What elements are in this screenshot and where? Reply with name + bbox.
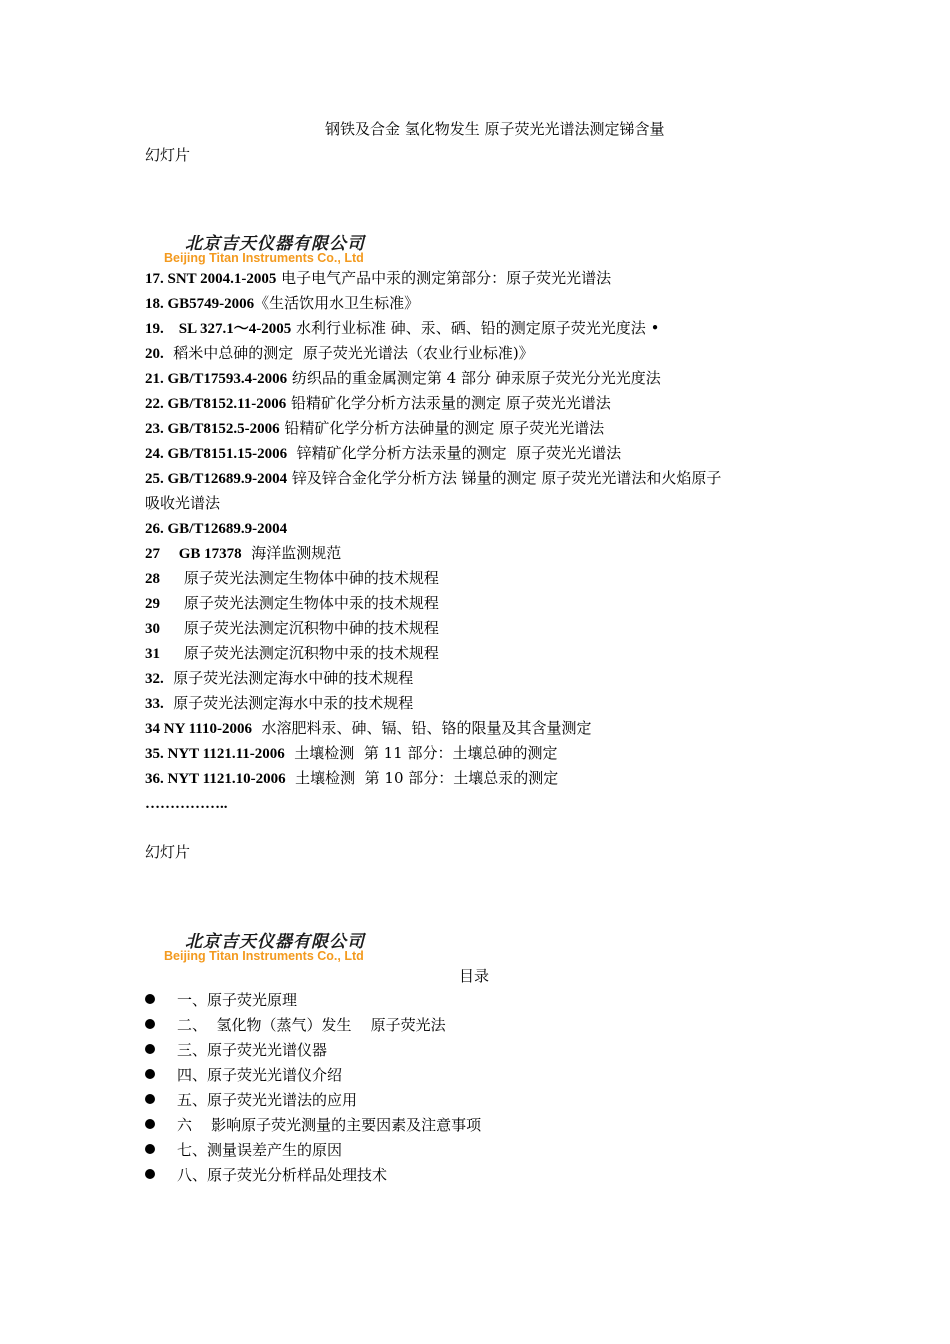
- bullet-icon: [145, 994, 155, 1004]
- list-item: 30 原子荧光法测定沉积物中砷的技术规程: [145, 619, 439, 637]
- toc-item: 一、原子荧光原理: [177, 991, 298, 1009]
- logo-chinese-name: 北京吉天仪器有限公司: [185, 234, 365, 254]
- list-item: 28 原子荧光法测定生物体中砷的技术规程: [145, 569, 439, 587]
- logo-english-name: Beijing Titan Instruments Co., Ltd: [164, 949, 364, 963]
- list-item: 31 原子荧光法测定沉积物中汞的技术规程: [145, 644, 439, 662]
- list-item: 18. GB5749-2006《生活饮用水卫生标准》: [145, 294, 420, 312]
- bullet-icon: [145, 1019, 155, 1029]
- list-item: 26. GB/T12689.9-2004: [145, 521, 288, 537]
- list-item: 36. NYT 1121.10-2006 土壤检测 第 10 部分：土壤总汞的测定: [145, 769, 559, 787]
- list-item: 20. 稻米中总砷的测定 原子荧光光谱法（农业行业标准)》: [145, 344, 534, 362]
- list-item: 22. GB/T8152.11-2006 铅精矿化学分析方法汞量的测定 原子荧光光谱法: [145, 394, 611, 412]
- logo-english-name: Beijing Titan Instruments Co., Ltd: [164, 251, 364, 265]
- document-title: 钢铁及合金 氢化物发生 原子荧光光谱法测定锑含量: [325, 120, 665, 138]
- toc-item: 四、原子荧光光谱仪介绍: [177, 1066, 343, 1084]
- list-item: 27 GB 17378 海洋监测规范: [145, 544, 342, 562]
- list-item: 33. 原子荧光法测定海水中汞的技术规程: [145, 694, 414, 712]
- list-item: 24. GB/T8151.15-2006 锌精矿化学分析方法汞量的测定 原子荧光光谱法: [145, 444, 622, 462]
- list-item: 23. GB/T8152.5-2006 铅精矿化学分析方法砷量的测定 原子荧光光谱法: [145, 419, 605, 437]
- list-item: 35. NYT 1121.11-2006 土壤检测 第 11 部分：土壤总砷的测定: [145, 744, 558, 762]
- bullet-icon: [145, 1044, 155, 1054]
- toc-item: 二、 氢化物（蒸气）发生 原子荧光法: [177, 1016, 446, 1034]
- list-item: 21. GB/T17593.4-2006 纺织品的重金属测定第 4 部分 砷汞原子荧光分光光度法: [145, 369, 661, 387]
- slide-label: 幻灯片: [145, 843, 191, 861]
- toc-item: 五、原子荧光光谱法的应用: [177, 1091, 358, 1109]
- toc-title: 目录: [459, 967, 490, 985]
- logo-chinese-name: 北京吉天仪器有限公司: [185, 932, 365, 952]
- bullet-icon: [145, 1069, 155, 1079]
- toc-item: 八、原子荧光分析样品处理技术: [177, 1166, 388, 1184]
- list-item: 25. GB/T12689.9-2004 锌及锌合金化学分析方法 锑量的测定 原子荧光光谱法和火焰原子: [145, 469, 722, 487]
- list-item: 29 原子荧光法测定生物体中汞的技术规程: [145, 594, 439, 612]
- bullet-icon: [145, 1144, 155, 1154]
- toc-item: 六 影响原子荧光测量的主要因素及注意事项: [177, 1116, 482, 1134]
- bullet-icon: [145, 1119, 155, 1129]
- list-item: 32. 原子荧光法测定海水中砷的技术规程: [145, 669, 414, 687]
- list-ellipsis: ……………..: [145, 796, 228, 812]
- toc-item: 三、原子荧光光谱仪器: [177, 1041, 328, 1059]
- slide-label: 幻灯片: [145, 146, 191, 164]
- toc-item: 七、测量误差产生的原因: [177, 1141, 343, 1159]
- list-item: 34 NY 1110-2006 水溶肥料汞、砷、镉、铅、铬的限量及其含量测定: [145, 719, 592, 737]
- list-item: 17. SNT 2004.1-2005 电子电气产品中汞的测定第部分：原子荧光光谱法: [145, 269, 612, 287]
- bullet-icon: [145, 1169, 155, 1179]
- list-item: 19. SL 327.1～4-2005 水利行业标准 砷、汞、硒、铅的测定原子荧光光度法 •: [145, 319, 660, 337]
- list-item-continuation: 吸收光谱法: [145, 494, 221, 512]
- bullet-icon: [145, 1094, 155, 1104]
